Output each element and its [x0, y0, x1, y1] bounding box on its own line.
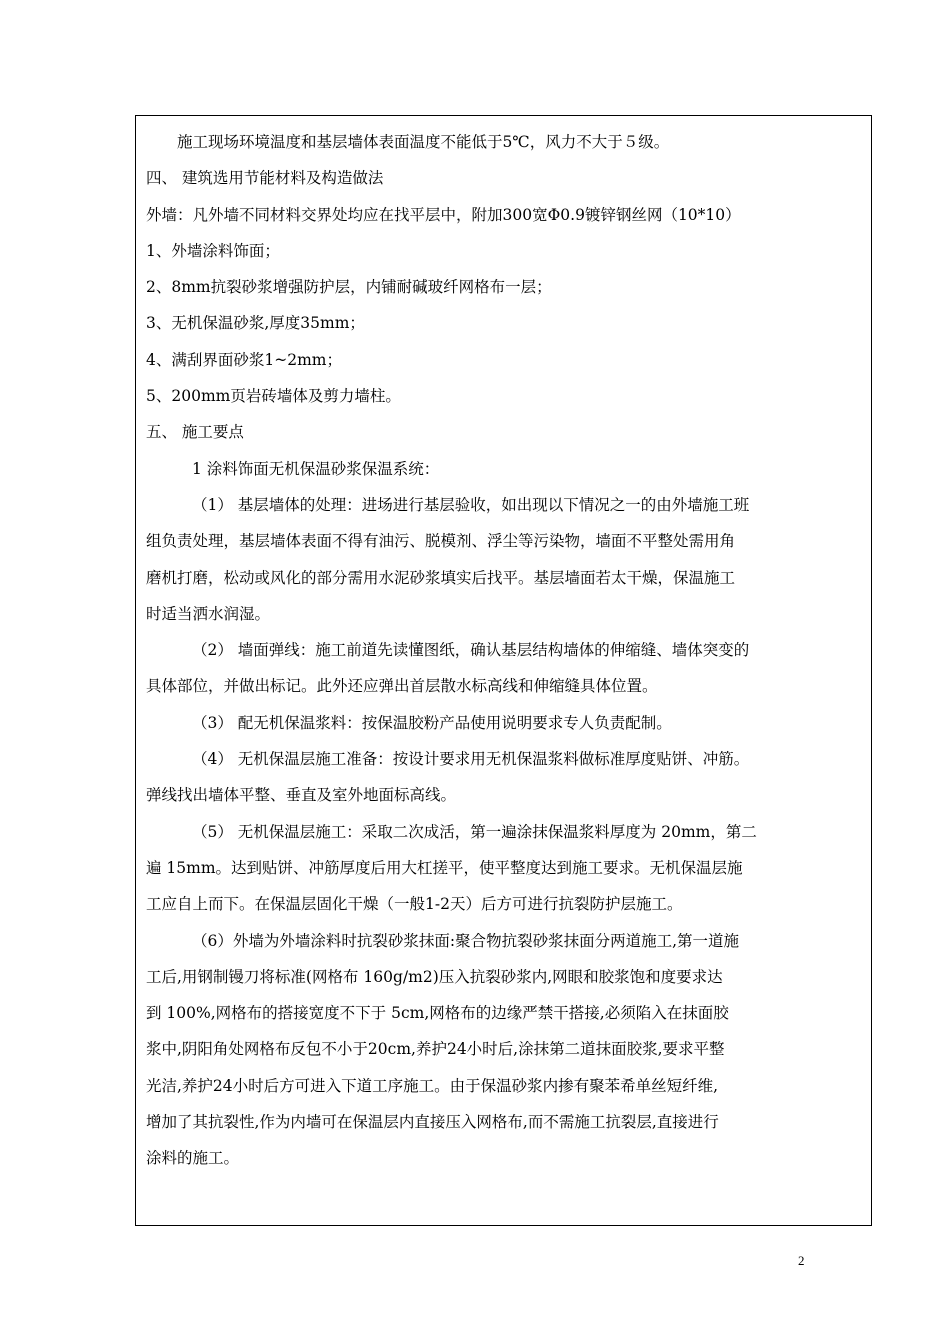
section-heading: 四、 建筑选用节能材料及构造做法 — [146, 169, 384, 188]
paragraph-line: 弹线找出墙体平整、垂直及室外地面标高线。 — [146, 786, 457, 805]
paragraph-line: （5） 无机保温层施工：采取二次成活，第一遍涂抹保温浆料厚度为 20mm，第二 — [192, 822, 757, 841]
paragraph-line: （2） 墙面弹线：施工前道先读懂图纸，确认基层结构墙体的伸缩缝、墙体突变的 — [192, 641, 750, 660]
list-item: 5、200mm页岩砖墙体及剪力墙柱。 — [146, 387, 401, 406]
document-body — [146, 124, 866, 1177]
paragraph-line: 光洁,养护24小时后方可进入下道工序施工。由于保温砂浆内掺有聚苯希单丝短纤维, — [146, 1076, 719, 1095]
page-number: 2 — [798, 1253, 805, 1268]
paragraph-line: 磨机打磨，松动或风化的部分需用水泥砂浆填实后找平。基层墙面若太干燥，保温施工 — [146, 568, 736, 587]
section-heading: 五、 施工要点 — [146, 423, 244, 442]
list-item: 3、无机保温砂浆,厚度35mm； — [146, 314, 365, 333]
paragraph-line: 工后,用钢制镘刀将标准(网格布 160g/m2)压入抗裂砂浆内,网眼和胶浆饱和度要求达 — [146, 967, 723, 986]
paragraph-line: 到 100%,网格布的搭接宽度不下于 5cm,网格布的边缘严禁干搭接,必须陷入在抹面胶 — [146, 1004, 729, 1023]
paragraph-line: 浆中,阴阳角处网格布反包不小于20cm,养护24小时后,涂抹第二道抹面胶浆,要求平整 — [146, 1040, 725, 1059]
paragraph-line: 施工现场环境温度和基层墙体表面温度不能低于5℃，风力不大于５级。 — [177, 133, 670, 151]
list-item: 2、8mm抗裂砂浆增强防护层，内铺耐碱玻纤网格布一层； — [146, 278, 552, 297]
paragraph-line: 具体部位，并做出标记。此外还应弹出首层散水标高线和伸缩缝具体位置。 — [146, 677, 658, 696]
paragraph-line: 外墙：凡外墙不同材料交界处均应在找平层中，附加300宽Φ0.9镀锌钢丝网（10*10） — [146, 205, 741, 224]
paragraph-line: 时适当洒水润湿。 — [146, 604, 271, 623]
paragraph-line: 组负责处理，基层墙体表面不得有油污、脱模剂、浮尘等污染物，墙面不平整处需用角 — [146, 532, 736, 551]
paragraph-line: （1） 基层墙体的处理：进场进行基层验收，如出现以下情况之一的由外墙施工班 — [192, 495, 750, 514]
list-item: 4、满刮界面砂浆1~2mm； — [146, 350, 342, 369]
paragraph-line: 工应自上而下。在保温层固化干燥（一般1-2天）后方可进行抗裂防护层施工。 — [146, 895, 683, 914]
paragraph-line: （3） 配无机保温浆料：按保温胶粉产品使用说明要求专人负责配制。 — [192, 713, 672, 732]
paragraph-line: 涂料的施工。 — [146, 1149, 240, 1168]
subsection-heading: 1 涂料饰面无机保温砂浆保温系统： — [192, 459, 440, 478]
paragraph-line: 增加了其抗裂性,作为内墙可在保温层内直接压入网格布,而不需施工抗裂层,直接进行 — [146, 1113, 719, 1132]
paragraph-line: （6）外墙为外墙涂料时抗裂砂浆抹面:聚合物抗裂砂浆抹面分两道施工,第一道施 — [192, 931, 740, 950]
list-item: 1、外墙涂料饰面； — [146, 241, 280, 260]
document-frame — [135, 115, 872, 1226]
paragraph-line: （4） 无机保温层施工准备：按设计要求用无机保温浆料做标准厚度贴饼、冲筋。 — [192, 750, 750, 769]
paragraph-line: 遍 15mm。达到贴饼、冲筋厚度后用大杠搓平，使平整度达到施工要求。无机保温层施 — [146, 858, 743, 877]
